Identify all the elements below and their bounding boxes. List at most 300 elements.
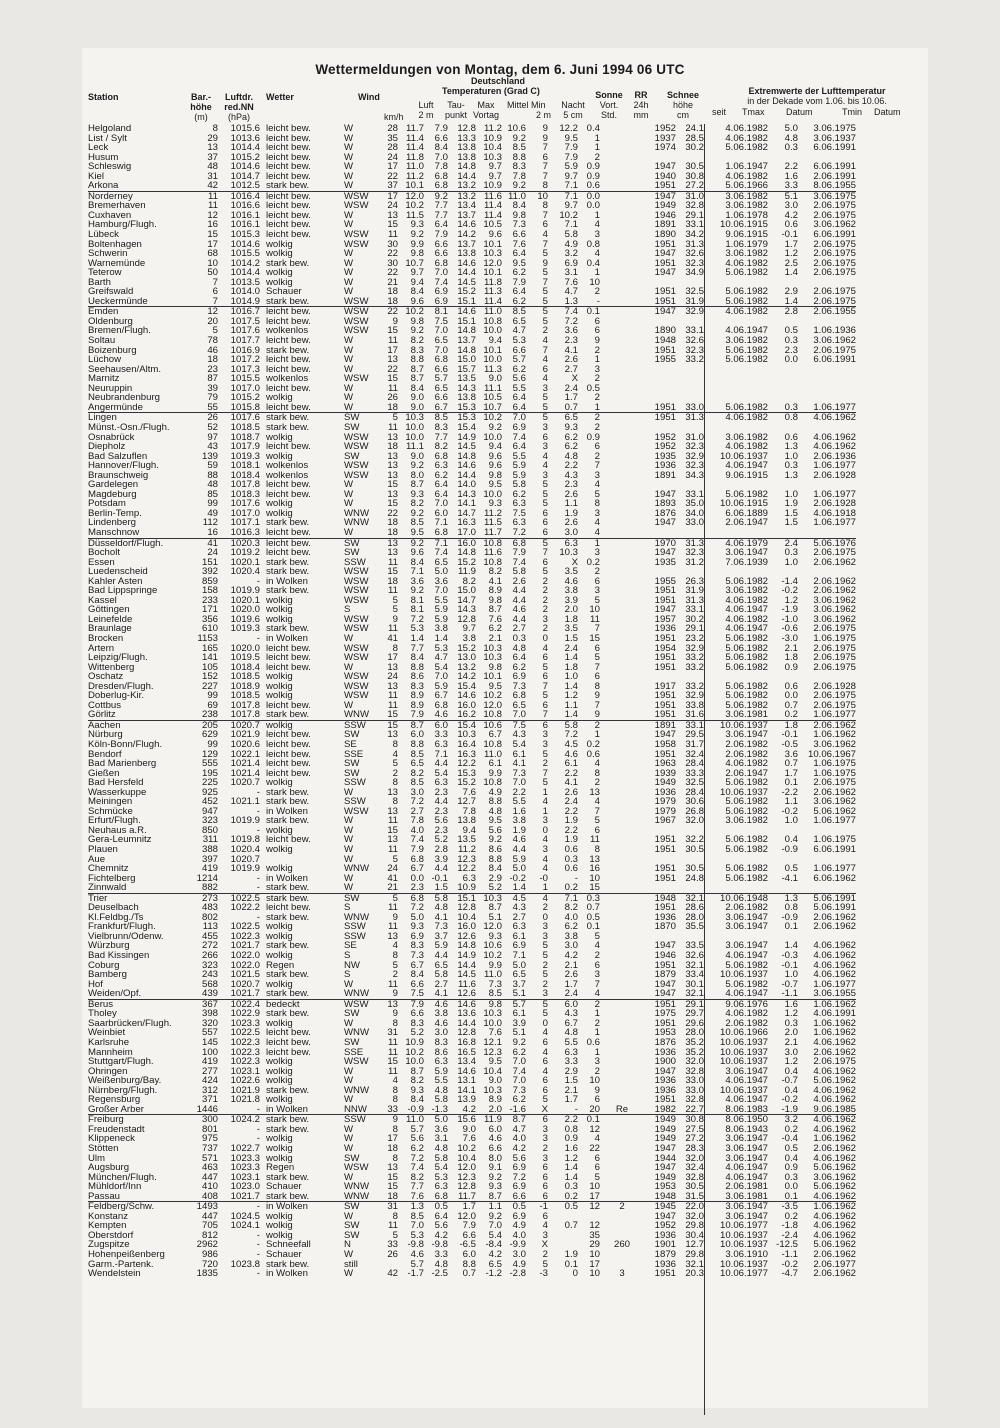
cell-wind-speed: 9 [392,1009,398,1019]
cell-wind-speed: 22 [387,364,398,375]
cell-pressure: 1022.1 [230,749,260,760]
cell-min-2m: 3.8 [512,816,526,826]
header-bar [183,92,219,122]
cell-min-2m: 9.5 [512,258,526,269]
cell-tmin: 0.3 [784,336,798,346]
table-row [88,1125,856,1135]
cell-dewpoint: 7.7 [434,432,448,443]
cell-wind-speed: 22 [387,268,398,278]
cell-dewpoint: 4.2 [434,1230,448,1241]
cell-tmax: 28.4 [685,787,704,798]
cell-dewpoint: 6.0 [434,508,448,519]
cell-max-vortag: 14.8 [457,451,476,462]
cell-seit: 1947 [654,518,676,528]
cell-min-2m: 4.4 [512,614,526,625]
cell-tmin: -1.4 [781,576,798,587]
cell-precip: 0.2 [586,740,600,750]
cell-dewpoint: 6.5 [434,960,448,971]
cell-wind-dir: SSW [344,778,366,788]
cell-bar-height: 129 [201,749,218,760]
cell-weather: leicht bew. [266,191,344,201]
cell-weather: Schauer [266,1249,302,1260]
cell-sunshine: 0.5 [548,1202,578,1212]
cell-station: Lübeck [88,230,119,240]
cell-sunshine: 7.4 [548,307,578,317]
cell-station: Leipzig/Flugh. [88,653,148,663]
cell-seit: 1891 [654,470,676,481]
cell-dewpoint: 4.6 [434,710,448,721]
cell-temp-2m: 8.8 [410,740,424,750]
cell-nacht-5cm: 7 [542,162,548,172]
cell-pressure: - [256,912,260,923]
table-row [88,1067,856,1077]
cell-nacht-5cm: X [541,1104,548,1115]
cell-max-vortag: 9.4 [462,825,476,836]
cell-bar-height: 39 [207,383,218,394]
cell-station: Schmücke [88,806,133,817]
cell-sunshine: 4.0 [564,912,578,923]
cell-sunshine: 6.5 [548,413,578,423]
cell-snow [600,278,644,288]
cell-precip: 3 [594,508,600,519]
cell-tmax-date: 3.06.1947 [704,1202,768,1212]
cell-min-2m: 6.4 [512,442,526,452]
cell-station: Berlin-Temp. [88,508,142,519]
cell-seit: 1936 [654,1047,676,1058]
cell-dewpoint: 7.7 [434,210,448,221]
cell-snow [600,548,644,558]
cell-max-vortag: 14.6 [448,999,476,1009]
cell-max-vortag: 13.3 [457,133,476,144]
cell-mittel: 12.1 [483,1037,502,1048]
cell-pressure: 1017.5 [230,316,260,327]
cell-tmin-date: 1.06.1962 [798,1202,856,1212]
cell-min-2m: 4.4 [512,586,526,596]
cell-snow [600,596,644,606]
cell-dewpoint: 6.6 [434,133,448,144]
cell-wind-dir: W [344,1124,354,1135]
cell-wind-speed: 41 [387,633,398,644]
cell-max-vortag: 14.1 [457,499,476,509]
cell-min-2m: 7.5 [512,508,526,519]
cell-tmin-date: 4.06.1962 [813,1066,856,1077]
cell-dewpoint: 6.6 [434,393,448,403]
cell-tmin-date: 3.06.1962 [813,595,856,606]
cell-max-vortag: 0.7 [462,1269,476,1279]
cell-dewpoint: 4.8 [434,1259,448,1270]
cell-pressure: 1019.9 [230,586,260,596]
cell-tmin: 2.5 [784,258,798,269]
cell-snow [600,393,644,403]
cell-sunshine: 0.3 [564,854,578,865]
cell-station: Weinbiet [88,1028,126,1038]
table-row [88,941,856,951]
cell-min-2m: 6.9 [512,1182,526,1192]
cell-temp-2m: 8.4 [410,557,424,568]
cell-wind-speed: 17 [387,162,398,172]
header-bar-1: Bar.- [190,92,211,102]
cell-sunshine: 1.5 [564,1076,578,1086]
cell-tmin: -0.2 [781,586,798,596]
table-row [88,452,856,462]
cell-temp-2m: 6.2 [410,1143,424,1154]
cell-max-vortag: 12.0 [457,1163,476,1173]
cell-tmin: -0.2 [781,1095,798,1105]
cell-station: Leinefelde [88,614,133,625]
cell-temp-2m: 9.5 [410,527,424,538]
cell-dewpoint: 2.3 [434,787,448,798]
cell-snow [600,461,644,471]
cell-sunshine: 1.2 [564,691,578,701]
cell-tmax [676,153,704,163]
cell-tmin-date: 2.06.1955 [798,307,856,317]
cell-wind-dir: W [344,249,354,259]
cell-weather: in Wolken [266,806,308,817]
cell-pressure: 1018.7 [230,432,260,443]
cell-pressure: 1020.7 [218,720,260,730]
cell-mittel: 5.4 [488,1230,502,1241]
cell-tmin [768,672,798,682]
cell-nacht-5cm: 5 [542,499,548,509]
cell-tmin-date: 1.06.1977 [813,518,856,528]
cell-nacht-5cm: 7 [542,239,548,250]
cell-tmin [768,153,798,163]
cell-temp-2m: -0.9 [407,1104,424,1115]
cell-station: Garm.-Partenk. [88,1259,154,1270]
cell-wind-speed: 11 [388,586,398,596]
cell-seit: 1946 [654,210,676,221]
table-row [88,1269,856,1279]
cell-station: Neubrandenburg [88,393,161,403]
cell-mittel: 10.0 [483,489,502,500]
cell-nacht-5cm: 2 [542,1143,548,1154]
cell-nacht-5cm: 6 [542,508,548,519]
cell-tmax-date: 3.06.1982 [725,201,768,211]
cell-tmax-date: 5.06.1982 [725,778,768,788]
cell-tmax-date: 5.06.1982 [725,700,768,711]
cell-bar-height: 568 [201,979,218,990]
cell-seit: 1936 [654,787,676,798]
cell-tmin: 1.2 [784,1057,798,1067]
cell-weather: stark bew. [266,557,310,568]
cell-precip: 5 [594,931,600,942]
cell-sunshine: 5.9 [564,162,578,172]
cell-bar-height: 55 [207,402,218,413]
cell-tmin-date: 4.06.1962 [813,951,856,961]
table-row [88,1028,856,1038]
cell-dewpoint: 8.6 [434,1047,448,1058]
cell-min-2m: 6.1 [512,1009,526,1019]
cell-dewpoint: 3.9 [434,854,448,865]
cell-seit: 1936 [654,1259,676,1270]
cell-mittel: 9.5 [488,816,502,826]
cell-min-2m: 9.2 [512,133,526,144]
cell-temp-2m: 8.7 [410,364,424,375]
cell-bar-height: 52 [207,422,218,433]
cell-weather: stark bew. [266,181,310,192]
cell-snow [600,403,644,413]
cell-tmin-date: 5.06.1962 [813,1076,856,1086]
cell-bar-height: 1493 [192,1202,218,1212]
cell-seit: 1900 [654,1057,676,1067]
cell-seit: 1951 [654,845,676,855]
cell-dewpoint: 1.5 [434,883,448,894]
header-luft2m-1: Luft [418,100,434,110]
cell-seit: 1940 [654,171,676,182]
cell-wind-speed: 5 [380,893,398,903]
cell-temp-2m: 11.4 [406,133,424,144]
cell-tmax: 32.0 [685,1153,704,1164]
cell-nacht-5cm: 5 [542,393,548,403]
cell-wind-speed: 11 [388,422,398,433]
cell-mittel: 10.4 [483,143,502,153]
table-row [88,287,856,297]
cell-tmin-date: 2.06.1975 [813,268,856,278]
cell-snow [600,740,644,750]
cell-wind-speed: 11 [388,845,398,855]
cell-wind-dir: SW [344,730,360,740]
cell-precip: 10 [589,277,600,288]
cell-wind-speed: 8 [392,740,398,750]
cell-tmax-date: 3.06.1947 [725,1143,768,1154]
cell-tmax-date [704,393,768,403]
cell-dewpoint: 6.8 [434,171,448,182]
cell-dewpoint: 6.3 [434,778,448,788]
cell-seit: 1951 [654,691,676,701]
cell-precip: 2 [594,951,600,961]
cell-sunshine: 7.9 [564,143,578,153]
cell-tmin: 0.6 [784,681,798,692]
cell-mittel: 10.2 [483,691,502,701]
cell-snow [600,1182,644,1192]
cell-bar-height: 87 [207,374,218,384]
cell-tmin-date: 4.06.1962 [813,432,856,443]
cell-nacht-5cm: 7 [542,171,548,182]
cell-pressure: 1022.3 [230,1057,260,1067]
cell-precip: 6 [594,326,600,337]
cell-dewpoint: 8.1 [424,307,448,317]
cell-dewpoint: 6.6 [434,249,448,259]
cell-seit: 1947 [654,249,676,259]
header-bar-2: höhe [190,102,212,112]
cell-wind-dir: WSW [344,1057,369,1067]
cell-bar-height: 11 [208,201,218,211]
cell-mittel: 11.9 [476,1115,502,1125]
cell-precip: 10 [589,1076,600,1086]
cell-tmax-date: 4.06.1947 [725,461,768,471]
cell-snow [600,528,644,538]
cell-weather: wolkig [266,508,293,519]
cell-weather: wolkig [266,1095,293,1105]
cell-mittel: 11.3 [484,364,502,375]
cell-tmin: 0.4 [784,1066,798,1077]
cell-seit: 1951 [654,181,676,192]
cell-sunshine: 0.6 [564,845,578,855]
cell-mittel: 8.7 [488,903,502,913]
cell-snow [600,682,644,692]
cell-sunshine [548,1231,578,1241]
cell-wind-dir: W [344,364,354,375]
cell-bar-height: 397 [201,854,218,865]
cell-min-2m: 7.2 [512,527,526,538]
cell-mittel: 10.9 [483,133,502,144]
cell-dewpoint: 5.4 [434,662,448,673]
cell-snow [600,1009,644,1019]
cell-dewpoint: 8.2 [434,442,448,452]
cell-snow [600,558,644,568]
cell-wind-speed: 11 [388,383,398,394]
table-row [88,1134,856,1144]
cell-max-vortag: 6.3 [462,873,476,884]
cell-pressure: 1022.7 [230,1143,260,1154]
cell-nacht-5cm: 9 [542,258,548,269]
cell-wind-dir: SW [344,422,360,433]
cell-tmin-date [798,153,856,163]
cell-mittel: 9.3 [488,1182,502,1192]
table-row [88,980,856,990]
cell-wind-dir: SSE [344,1047,364,1058]
cell-bar-height: 388 [201,845,218,855]
cell-nacht-5cm: 4 [542,461,548,471]
cell-wind-dir: WSW [344,191,380,201]
table-row [88,393,856,403]
cell-station: Berus [88,999,192,1009]
cell-seit: 1947 [654,268,676,278]
cell-temp-2m: 9.9 [410,239,424,250]
cell-snow [600,1086,644,1096]
cell-precip: 4 [594,941,600,952]
cell-wind-dir: W [344,1018,354,1029]
cell-min-2m: 3.9 [512,1018,526,1029]
header-schnee-2: höhe [672,100,694,110]
cell-mittel: -1.2 [485,1269,502,1279]
cell-tmin: 1.1 [784,797,798,807]
cell-dewpoint: 4.4 [434,864,448,874]
cell-max-vortag: 12.8 [457,614,476,625]
cell-min-2m: 4.3 [512,903,526,913]
cell-wind-speed: 13 [387,470,398,481]
cell-tmin: 1.4 [784,296,798,307]
cell-tmin-date [798,567,856,577]
cell-wind-speed: 17 [387,345,398,356]
cell-seit: 1967 [654,816,676,826]
cell-temp-2m: 6.0 [410,730,424,740]
cell-min-2m: 5.3 [512,336,526,346]
cell-nacht-5cm: 4 [542,336,548,346]
cell-temp-2m: 10.1 [405,181,424,192]
cell-tmin: 0.9 [784,1163,798,1173]
cell-wind-speed: 13 [380,999,398,1009]
cell-wind-speed: 42 [387,1269,398,1279]
cell-wind-speed: 13 [380,538,398,548]
cell-tmin-date: 2.06.1962 [813,922,856,932]
cell-tmax: 32.3 [685,345,704,356]
cell-tmax [676,883,704,893]
cell-tmax: 28.4 [685,759,704,769]
table-row [88,999,856,1009]
cell-pressure: 1017.8 [230,480,260,490]
cell-station: Bendorf [88,749,122,760]
cell-tmax-date: 5.06.1982 [725,691,768,701]
cell-seit: 1979 [654,797,676,807]
cell-mittel: 11.2 [484,508,502,519]
cell-tmin: 1.9 [784,499,798,509]
cell-tmax: 31.3 [676,538,704,548]
cell-min-2m: 7.0 [502,413,526,423]
cell-pressure: 1014.6 [230,162,260,172]
cell-max-vortag: 13.0 [457,653,476,663]
cell-max-vortag: 14.6 [457,1066,476,1077]
cell-max-vortag: 11.9 [458,567,476,577]
cell-temp-2m: 8.2 [410,768,424,779]
cell-temp-2m: 8.9 [410,691,424,701]
cell-precip: 1 [594,143,600,153]
cell-weather: wolkenlos [266,326,309,337]
cell-nacht-5cm: 0 [542,912,548,923]
cell-wind-speed: 11 [388,922,398,932]
cell-temp-2m: 9.3 [410,1085,424,1096]
cell-wind-dir: WNW [344,1191,370,1202]
table-row [88,1202,856,1212]
cell-station: Bremen/Flugh. [88,326,151,337]
cell-pressure: 1017.2 [230,355,260,365]
cell-weather: leicht bew. [266,700,311,711]
cell-wind-speed: 9 [392,316,398,327]
cell-station: Weiden/Opf. [88,989,142,1000]
cell-nacht-5cm: 6 [542,1211,548,1222]
cell-nacht-5cm: 5 [542,402,548,413]
cell-dewpoint: 4.1 [434,912,448,923]
cell-pressure: 1018.3 [230,489,260,500]
table-row [88,1086,856,1096]
table-row [88,162,856,172]
cell-dewpoint: 5.6 [434,1221,448,1231]
cell-weather: leicht bew. [266,162,311,172]
cell-dewpoint: 5.5 [434,1076,448,1086]
cell-min-2m: 2.2 [512,787,526,798]
cell-dewpoint: 6.8 [434,451,448,462]
cell-weather: stark bew. [266,624,310,634]
cell-seit: 1951 [654,960,676,971]
cell-tmax-date: 4.06.1947 [725,1172,768,1183]
cell-dewpoint: 6.4 [434,1211,448,1222]
header-bar-3: (m) [194,112,208,122]
cell-station: Bad Marienberg [88,759,157,769]
header-sonne-2: Vort. [599,100,619,110]
cell-station: Bad Salzuflen [88,451,148,462]
cell-wind-dir: S [344,951,351,961]
cell-mittel: 2.1 [488,633,502,644]
table-row [88,932,856,942]
cell-station: Warnemünde [88,258,146,269]
cell-weather: wolkig [266,1076,293,1086]
cell-dewpoint: 3.1 [434,1134,448,1144]
cell-wind-speed: 17 [387,1134,398,1144]
cell-temp-2m: 9.2 [410,508,424,519]
cell-wind-speed: 9 [392,989,398,1000]
cell-sunshine: 1.7 [564,979,578,990]
cell-min-2m: 5.0 [512,864,526,874]
table-row [88,1105,856,1115]
cell-wind-speed: 15 [387,567,398,577]
cell-tmin-date: 1.06.1962 [813,1018,856,1029]
cell-tmin-date [798,672,856,682]
cell-weather: stark bew. [266,518,310,528]
table-row [88,797,856,807]
cell-mittel: 5.1 [488,912,502,923]
cell-min-2m: 4.1 [512,759,526,769]
cell-tmin-date: 1.06.1962 [798,999,856,1009]
